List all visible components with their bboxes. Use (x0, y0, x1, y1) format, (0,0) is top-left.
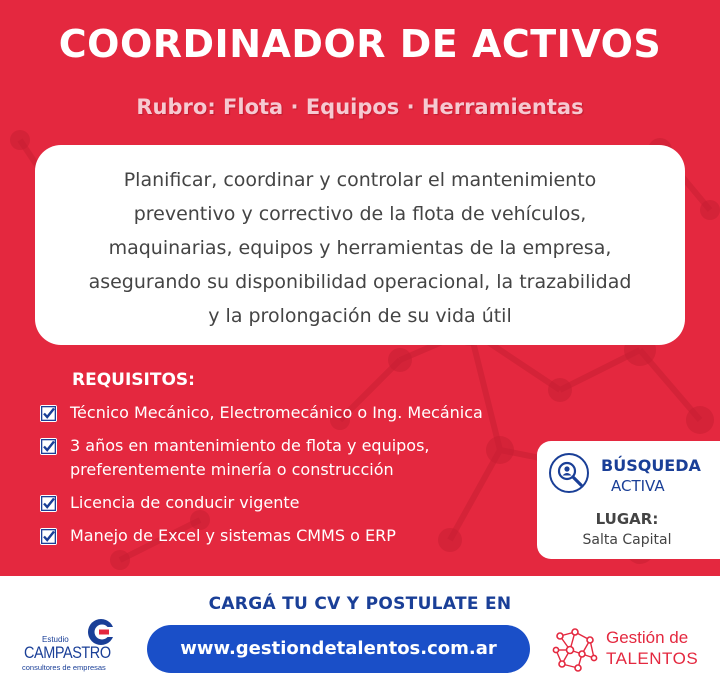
description-line: preventivo y correctivo de la flota de vehículos, (133, 203, 587, 225)
requirement-item (40, 524, 483, 548)
search-status-value: ACTIVA (611, 477, 665, 495)
gestion-talentos-logo (550, 622, 715, 678)
search-status-label: BÚSQUEDA (601, 456, 701, 475)
job-subtitle: Rubro: Flota · Equipos · Herramientas (136, 95, 584, 119)
logo-line2-text: TALENTOS (606, 649, 699, 668)
requirement-item (40, 491, 483, 515)
description-line: maquinarias, equipos y herramientas de la empresa, (108, 237, 612, 259)
search-person-icon (549, 453, 589, 493)
requirement-item (40, 434, 483, 482)
requirements-list (40, 401, 483, 548)
description-line: y la prolongación de su vida útil (208, 305, 512, 327)
check-box-icon (40, 495, 57, 512)
location-label: LUGAR: (595, 510, 659, 528)
cta-text: CARGÁ TU CV Y POSTULATE EN (208, 594, 512, 614)
status-card (537, 441, 720, 559)
requirement-text: Manejo de Excel y sistemas CMMS o ERP (70, 526, 396, 545)
check-box-icon (40, 438, 57, 455)
network-logo-icon (550, 624, 600, 674)
requirements-title: REQUISITOS: (72, 370, 195, 390)
requirement-item (40, 401, 483, 425)
requirement-text: 3 años en mantenimiento de flota y equipos, (70, 436, 430, 455)
check-box-icon (40, 528, 57, 545)
campastro-logo (20, 617, 135, 677)
check-box-icon (40, 405, 57, 422)
logo-sub-text: consultores de empresas (22, 663, 106, 672)
description-line: asegurando su disponibilidad operacional, la trazabilidad (88, 271, 632, 293)
logo-line1-text: Gestión de (606, 628, 689, 647)
job-title: COORDINADOR DE ACTIVOS (58, 22, 662, 66)
logo-small-text: Estudio (42, 635, 69, 644)
requirement-text: Técnico Mecánico, Electromecánico o Ing. Mecánica (70, 403, 483, 422)
requirement-text: Licencia de conducir vigente (70, 493, 300, 512)
description-line: Planificar, coordinar y controlar el mantenimiento (123, 169, 597, 191)
description-box (35, 145, 685, 345)
requirement-text: preferentemente minería o construcción (70, 460, 394, 479)
website-link-button[interactable]: www.gestiondetalentos.com.ar (147, 625, 530, 673)
logo-main-text: CAMPASTRO (24, 643, 111, 662)
location-value: Salta Capital (582, 532, 672, 548)
